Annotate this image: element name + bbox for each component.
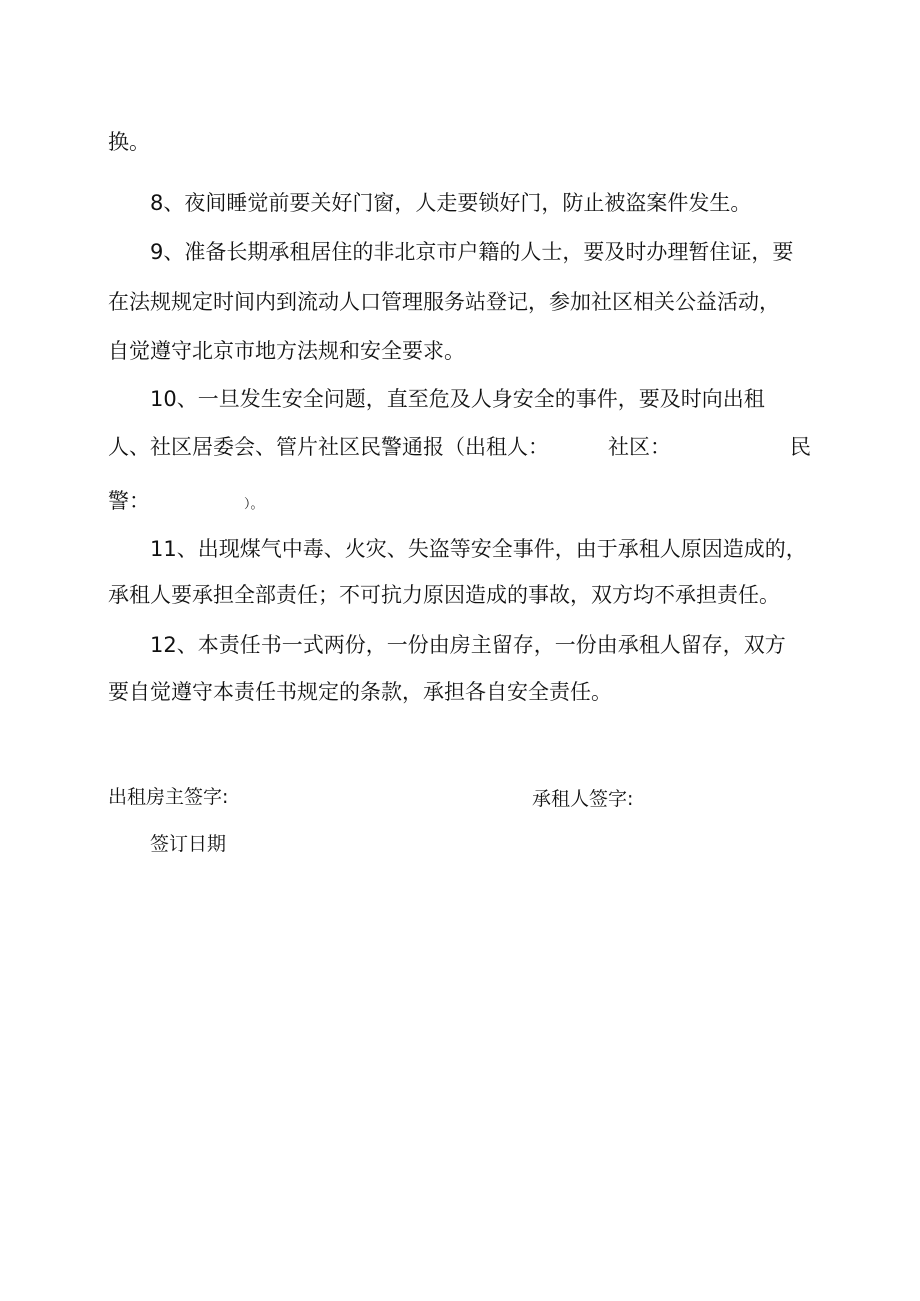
paragraph-9-line-1: 9、准备长期承租居住的非北京市户籍的人士，要及时办理暂住证，要	[150, 240, 794, 264]
contact-police-label-end: 警：	[108, 489, 150, 513]
contact-community-label: 社区：	[608, 435, 671, 459]
closing-paren: ）。	[244, 497, 264, 512]
paragraph-11-line-2: 承租人要承担全部责任；不可抗力原因造成的事故，双方均不承担责任。	[108, 583, 780, 607]
contact-police-label-start: 民	[790, 435, 811, 459]
paragraph-10-line-2	[108, 432, 811, 462]
landlord-signature-label: 出租房主签字:	[108, 786, 229, 808]
paragraph-10-line-1: 10、一旦发生安全问题，直至危及人身安全的事件，要及时向出租	[150, 387, 765, 411]
signing-date-label: 签订日期	[150, 833, 227, 855]
paragraph-9-line-3: 自觉遵守北京市地方法规和安全要求。	[108, 339, 465, 363]
paragraph-10-line-3	[108, 486, 264, 520]
contact-landlord-label: 人、社区居委会、管片社区民警通报（出租人：	[108, 435, 549, 459]
paragraph-9-line-2: 在法规规定时间内到流动人口管理服务站登记，参加社区相关公益活动，	[108, 290, 780, 314]
paragraph-11-line-1: 11、出现煤气中毒、火灾、失盗等安全事件，由于承租人原因造成的，	[150, 537, 807, 561]
paragraph-12-line-1: 12、本责任书一式两份，一份由房主留存，一份由承租人留存，双方	[150, 633, 786, 657]
paragraph-12-line-2: 要自觉遵守本责任书规定的条款，承担各自安全责任。	[108, 680, 612, 704]
paragraph-8: 8、夜间睡觉前要关好门窗，人走要锁好门，防止被盗案件发生。	[150, 191, 752, 215]
tenant-signature-label: 承租人签字:	[532, 788, 634, 810]
paragraph-7-tail: 换。	[108, 130, 150, 154]
